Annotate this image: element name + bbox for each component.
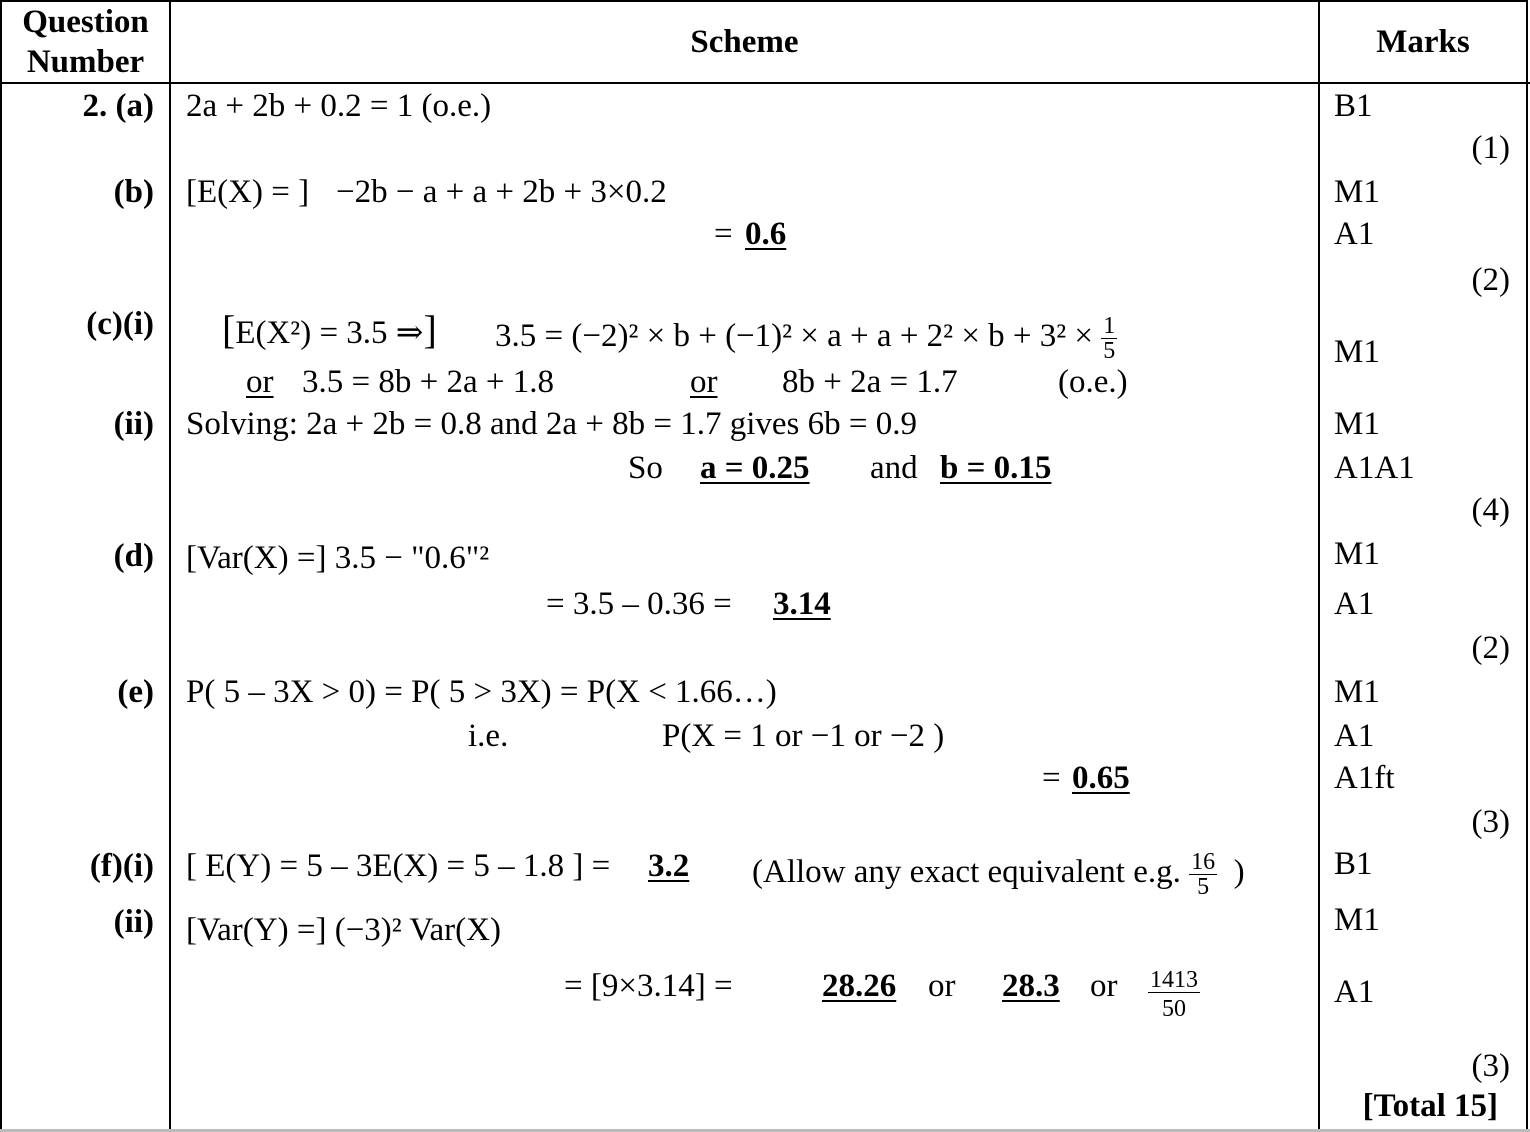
scheme-f-line1: [ E(Y) = 5 – 3E(X) = 5 – 1.8 ] = [186,848,611,884]
scheme-e-line2: P(X = 1 or −1 or −2 ) [662,718,945,754]
scheme-c-or2: or [690,364,718,400]
total-d: (2) [1471,630,1510,666]
allow-close: ) [1233,854,1245,891]
answer-c-b: b = 0.15 [940,450,1052,486]
scheme-b-line1: −2b − a + a + 2b + 3×0.2 [336,174,667,210]
label-f-ii: (ii) [113,904,154,940]
label-a: 2. (a) [82,88,154,124]
label-c-ii: (ii) [113,406,154,442]
mark-d-1: M1 [1334,536,1380,572]
scheme-b-eq: = [714,216,733,252]
fraction-sixteen-fifths [1189,850,1217,899]
fraction-ans [1148,968,1200,1021]
scheme-d-line2: = 3.5 – 0.36 = [546,586,732,622]
mark-c-3: A1A1 [1334,450,1415,486]
label-b: (b) [113,174,154,210]
scheme-d-line1: [Var(X) =] 3.5 − "0.6"² [186,540,490,576]
mark-f-2: M1 [1334,902,1380,938]
header-divider [0,82,1530,84]
scheme-f-line2: [Var(Y) =] (−3)² Var(X) [186,912,501,948]
mark-d-2: A1 [1334,586,1375,622]
mark-f-3: A1 [1334,974,1375,1010]
mark-e-3: A1ft [1334,760,1395,796]
bracket-content: E(X²) = 3.5 ⇒ [235,315,424,351]
answer-c-a: a = 0.25 [700,450,810,486]
scheme-f-or2: or [1090,968,1118,1004]
answer-b: 0.6 [745,216,787,252]
header-question-number [2,2,169,82]
ans-denominator: 50 [1162,996,1186,1022]
expectation-expression: 3.5 = (−2)² × b + (−1)² × a + a + 2² × b + 3² × [495,318,1094,355]
scheme-c-expr1: 3.5 = 8b + 2a + 1.8 [302,364,554,400]
header-scheme: Scheme [690,24,799,60]
header-marks: Marks [1376,24,1470,60]
total-b: (2) [1471,262,1510,298]
scheme-e-ie: i.e. [468,718,509,754]
scheme-c-expr2: 8b + 2a = 1.7 [782,364,958,400]
scheme-c-or1: or [246,364,274,400]
scheme-b-line1-pre: [E(X) = ] [186,174,310,210]
label-c-i: (c)(i) [86,306,154,342]
mark-b-1: M1 [1334,174,1380,210]
frac-denominator: 5 [1103,338,1116,364]
answer-f-ii-1: 28.26 [822,968,897,1004]
scheme-c-line1-bracket: [E(X²) = 3.5 ⇒] [222,307,437,352]
label-d: (d) [113,538,154,574]
scheme-e-eq: = [1042,760,1061,796]
mark-c-2: M1 [1334,406,1380,442]
allow-numerator: 16 [1191,849,1216,875]
fraction-one-fifth [1101,314,1117,363]
ans-numerator: 1413 [1150,967,1198,993]
total-f: (3) [1471,1048,1510,1084]
answer-f-i: 3.2 [648,848,690,884]
mark-e-1: M1 [1334,674,1380,710]
total-a: (1) [1471,130,1510,166]
answer-e: 0.65 [1072,760,1130,796]
answer-d: 3.14 [773,586,831,622]
column-divider-2 [1318,0,1320,1132]
scheme-c-line1 [495,314,1117,363]
scheme-c-solving: Solving: 2a + 2b = 0.8 and 2a + 8b = 1.7 gives 6b = 0.9 [186,406,918,442]
scheme-c-so: So [628,450,663,486]
scheme-e-line1: P( 5 – 3X > 0) = P( 5 > 3X) = P(X < 1.66…) [186,674,777,710]
mark-a-1: B1 [1334,88,1373,124]
label-f-i: (f)(i) [89,848,154,884]
scheme-a-line1: 2a + 2b + 0.2 = 1 (o.e.) [186,88,492,124]
scheme-c-oe: (o.e.) [1058,364,1128,400]
header-question-line2: Number [26,44,145,80]
mark-b-2: A1 [1334,216,1375,252]
scheme-f-allow [752,850,1245,899]
scheme-f-or1: or [928,968,956,1004]
column-divider-1 [169,0,171,1132]
header-question-line1: Question [22,4,149,40]
allow-text: (Allow any exact equivalent e.g. [752,854,1181,891]
mark-e-2: A1 [1334,718,1375,754]
total-c: (4) [1471,492,1510,528]
answer-f-ii-2: 28.3 [1002,968,1060,1004]
allow-denominator: 5 [1197,874,1210,900]
grand-total: [Total 15] [1362,1088,1498,1124]
mark-f-1: B1 [1334,846,1373,882]
mark-c-1: M1 [1334,334,1380,370]
fraction-1413-50 [1148,968,1200,1021]
total-e: (3) [1471,804,1510,840]
frac-numerator: 1 [1103,313,1116,339]
label-e: (e) [117,674,154,710]
scheme-c-and: and [870,450,918,486]
scheme-f-line3-pre: = [9×3.14] = [564,968,733,1004]
